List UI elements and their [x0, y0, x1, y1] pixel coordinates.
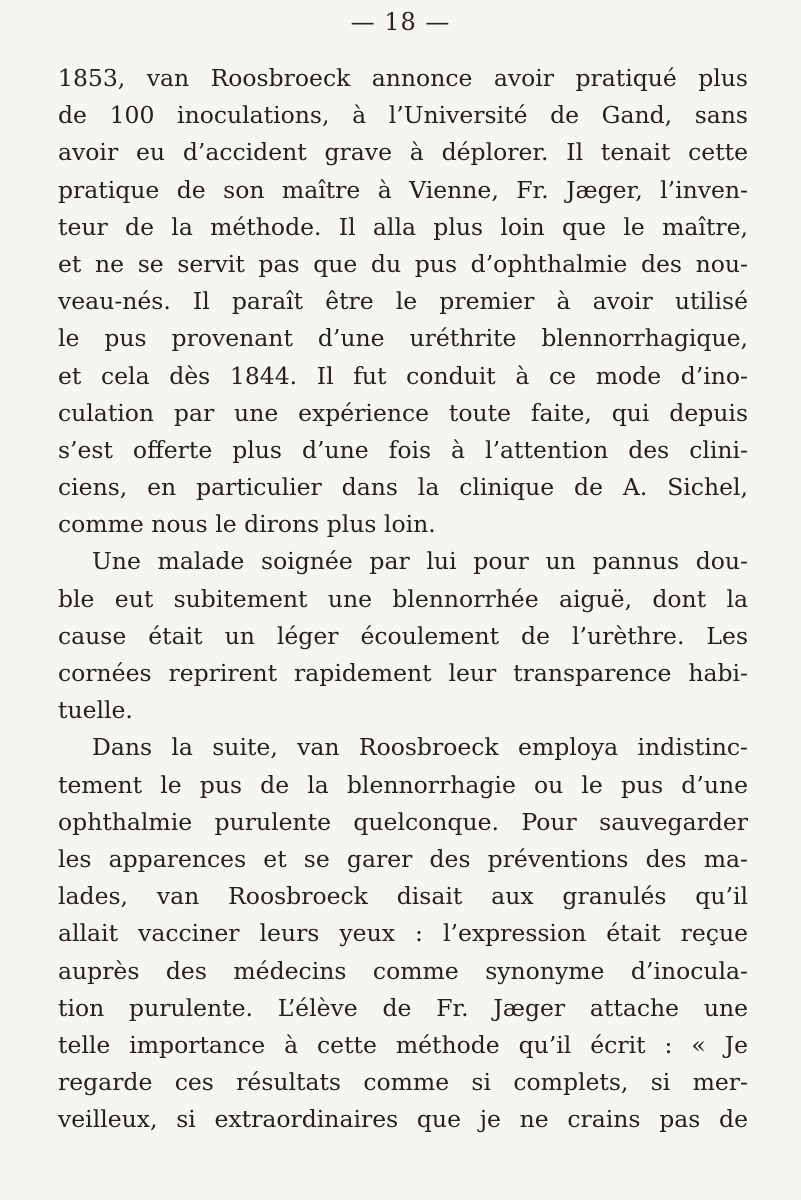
text-line: les apparences et se garer des préventions des ma- — [58, 844, 748, 873]
text-line: ophthalmie purulente quelconque. Pour sauvegarder — [58, 807, 748, 836]
text-line: s’est offerte plus d’une fois à l’attention des clini- — [58, 435, 748, 464]
text-line: teur de la méthode. Il alla plus loin que le maître, — [58, 212, 748, 241]
text-line: veau-nés. Il paraît être le premier à avoir utilisé — [58, 287, 748, 316]
text-line: allait vacciner leurs yeux : l’expression était reçue — [58, 919, 748, 948]
text-line: veilleux, si extraordinaires que je ne crains pas de — [58, 1105, 748, 1134]
text-line: Dans la suite, van Roosbroeck employa indistinc- — [92, 733, 748, 762]
text-line: pratique de son maître à Vienne, Fr. Jæger, l’inven- — [58, 175, 748, 204]
text-line: 1853, van Roosbroeck annonce avoir pratiqué plus — [58, 64, 748, 92]
text-line: tuelle. — [58, 696, 133, 725]
text-line: de 100 inoculations, à l’Université de Gand, sans — [58, 101, 748, 130]
text-line: et ne se servit pas que du pus d’ophthalmie des nou- — [58, 249, 748, 278]
page-number: — 18 — — [350, 8, 451, 36]
text-line: culation par une expérience toute faite, qui depuis — [58, 398, 748, 427]
text-line: ciens, en particulier dans la clinique de A. Sichel, — [58, 473, 748, 502]
text-line: et cela dès 1844. Il fut conduit à ce mode d’ino- — [58, 361, 748, 390]
text-line: tement le pus de la blennorrhagie ou le pus d’une — [58, 770, 748, 799]
body-text — [58, 60, 748, 1138]
text-line: tion purulente. L’élève de Fr. Jæger attache une — [58, 993, 748, 1022]
text-line: ble eut subitement une blennorrhée aiguë, dont la — [58, 584, 748, 613]
text-line: Une malade soignée par lui pour un pannus dou- — [92, 547, 748, 576]
text-line: cornées reprirent rapidement leur transparence habi- — [58, 659, 748, 687]
text-line: telle importance à cette méthode qu’il écrit : « Je — [58, 1030, 748, 1059]
text-line: regarde ces résultats comme si complets, si mer- — [58, 1068, 748, 1097]
text-line: comme nous le dirons plus loin. — [58, 510, 436, 539]
text-line: auprès des médecins comme synonyme d’inocula- — [58, 956, 748, 985]
text-line: avoir eu d’accident grave à déplorer. Il tenait cette — [58, 138, 748, 167]
text-line: cause était un léger écoulement de l’urèthre. Les — [58, 621, 748, 650]
text-line: le pus provenant d’une uréthrite blennorrhagique, — [58, 324, 748, 353]
text-line: lades, van Roosbroeck disait aux granulés qu’il — [58, 882, 748, 911]
